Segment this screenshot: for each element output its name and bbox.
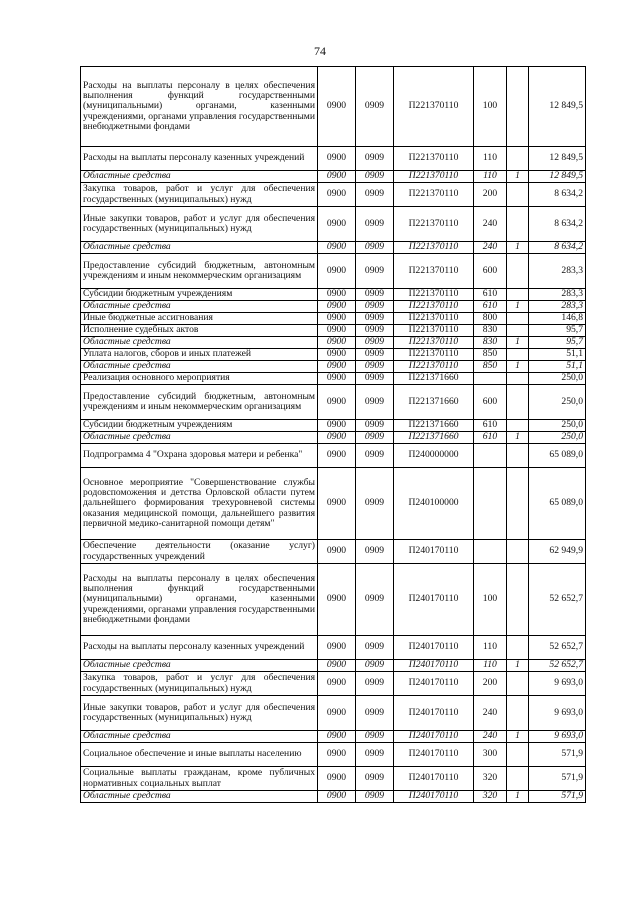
funding-source-code <box>507 349 529 361</box>
amount: 95,7 <box>529 325 586 337</box>
table-row <box>81 207 586 242</box>
row-name: Областные средства <box>81 301 318 313</box>
ministry-code: 0900 <box>318 183 356 207</box>
table-row <box>81 731 586 743</box>
expense-type-code: 610 <box>474 289 507 301</box>
expense-type-code: 110 <box>474 147 507 171</box>
table-row <box>81 349 586 361</box>
funding-source-code <box>507 67 529 147</box>
funding-source-code: 1 <box>507 791 529 803</box>
section-code: 0909 <box>356 147 394 171</box>
amount: 250,0 <box>529 432 586 444</box>
amount: 250,0 <box>529 385 586 420</box>
table-row <box>81 385 586 420</box>
expense-type-code: 800 <box>474 313 507 325</box>
row-name: Социальное обеспечение и иные выплаты населению <box>81 743 318 767</box>
table-row <box>81 171 586 183</box>
table-row <box>81 791 586 803</box>
ministry-code: 0900 <box>318 147 356 171</box>
ministry-code: 0900 <box>318 349 356 361</box>
expense-type-code: 320 <box>474 791 507 803</box>
target-article-code: П221370110 <box>394 337 474 349</box>
expense-type-code: 110 <box>474 636 507 660</box>
target-article-code: П240170110 <box>394 791 474 803</box>
funding-source-code: 1 <box>507 171 529 183</box>
row-name: Субсидии бюджетным учреждениям <box>81 420 318 432</box>
row-name: Основное мероприятие "Совершенствование службы родовспоможения и детства Орловской области путем дальнейшего формирования трехуровневой системы оказания медицинской помощи, дальнейшего развития первичной медико-санитарной помощи детям" <box>81 468 318 540</box>
ministry-code: 0900 <box>318 743 356 767</box>
ministry-code: 0900 <box>318 325 356 337</box>
ministry-code: 0900 <box>318 385 356 420</box>
expense-type-code: 240 <box>474 207 507 242</box>
row-name: Расходы на выплаты персоналу в целях обеспечения выполнения функций государственными (муниципальными) органами, казенными учреждениями, органами управления государственными внебюджетными фондами <box>81 564 318 636</box>
expense-type-code: 240 <box>474 242 507 254</box>
section-code: 0909 <box>356 301 394 313</box>
target-article-code: П240170110 <box>394 636 474 660</box>
amount: 571,9 <box>529 743 586 767</box>
ministry-code: 0900 <box>318 564 356 636</box>
section-code: 0909 <box>356 385 394 420</box>
amount: 12 849,5 <box>529 171 586 183</box>
section-code: 0909 <box>356 767 394 791</box>
amount: 52 652,7 <box>529 564 586 636</box>
row-name: Предоставление субсидий бюджетным, автономным учреждениям и иным некоммерческим организациям <box>81 385 318 420</box>
funding-source-code <box>507 636 529 660</box>
table-row <box>81 301 586 313</box>
funding-source-code: 1 <box>507 337 529 349</box>
row-name: Областные средства <box>81 731 318 743</box>
row-name: Расходы на выплаты персоналу казенных учреждений <box>81 147 318 171</box>
section-code: 0909 <box>356 444 394 468</box>
expense-type-code: 110 <box>474 660 507 672</box>
table-row <box>81 444 586 468</box>
table-row <box>81 373 586 385</box>
expense-type-code: 600 <box>474 385 507 420</box>
amount: 8 634,2 <box>529 183 586 207</box>
amount: 8 634,2 <box>529 242 586 254</box>
row-name: Социальные выплаты гражданам, кроме публичных нормативных социальных выплат <box>81 767 318 791</box>
ministry-code: 0900 <box>318 337 356 349</box>
funding-source-code <box>507 147 529 171</box>
target-article-code: П221370110 <box>394 171 474 183</box>
amount: 283,3 <box>529 301 586 313</box>
table-row <box>81 242 586 254</box>
table-row <box>81 147 586 171</box>
section-code: 0909 <box>356 207 394 242</box>
funding-source-code <box>507 420 529 432</box>
ministry-code: 0900 <box>318 242 356 254</box>
target-article-code: П221371660 <box>394 373 474 385</box>
section-code: 0909 <box>356 373 394 385</box>
row-name: Уплата налогов, сборов и иных платежей <box>81 349 318 361</box>
row-name: Областные средства <box>81 791 318 803</box>
ministry-code: 0900 <box>318 636 356 660</box>
funding-source-code <box>507 767 529 791</box>
ministry-code: 0900 <box>318 444 356 468</box>
amount: 9 693,0 <box>529 696 586 731</box>
expense-type-code: 610 <box>474 301 507 313</box>
ministry-code: 0900 <box>318 432 356 444</box>
amount: 250,0 <box>529 420 586 432</box>
target-article-code: П221370110 <box>394 313 474 325</box>
target-article-code: П240170110 <box>394 672 474 696</box>
section-code: 0909 <box>356 349 394 361</box>
table-row <box>81 468 586 540</box>
target-article-code: П221370110 <box>394 289 474 301</box>
expense-type-code: 610 <box>474 420 507 432</box>
section-code: 0909 <box>356 731 394 743</box>
funding-source-code <box>507 373 529 385</box>
expense-type-code <box>474 540 507 564</box>
target-article-code: П240170110 <box>394 767 474 791</box>
amount: 12 849,5 <box>529 147 586 171</box>
ministry-code: 0900 <box>318 791 356 803</box>
section-code: 0909 <box>356 540 394 564</box>
funding-source-code <box>507 468 529 540</box>
target-article-code: П221370110 <box>394 361 474 373</box>
section-code: 0909 <box>356 660 394 672</box>
table-row <box>81 313 586 325</box>
row-name: Закупка товаров, работ и услуг для обеспечения государственных (муниципальных) нужд <box>81 183 318 207</box>
ministry-code: 0900 <box>318 731 356 743</box>
funding-source-code: 1 <box>507 432 529 444</box>
table-row <box>81 325 586 337</box>
row-name: Областные средства <box>81 660 318 672</box>
ministry-code: 0900 <box>318 672 356 696</box>
funding-source-code <box>507 672 529 696</box>
ministry-code: 0900 <box>318 313 356 325</box>
target-article-code: П221370110 <box>394 242 474 254</box>
ministry-code: 0900 <box>318 254 356 289</box>
target-article-code: П221370110 <box>394 254 474 289</box>
expense-type-code <box>474 373 507 385</box>
table-row <box>81 420 586 432</box>
expense-type-code: 240 <box>474 696 507 731</box>
expense-type-code: 600 <box>474 254 507 289</box>
section-code: 0909 <box>356 743 394 767</box>
amount: 65 089,0 <box>529 468 586 540</box>
section-code: 0909 <box>356 67 394 147</box>
table-row <box>81 361 586 373</box>
budget-table <box>80 66 586 803</box>
section-code: 0909 <box>356 791 394 803</box>
section-code: 0909 <box>356 564 394 636</box>
expense-type-code: 300 <box>474 743 507 767</box>
row-name: Реализация основного мероприятия <box>81 373 318 385</box>
target-article-code: П221370110 <box>394 349 474 361</box>
funding-source-code <box>507 444 529 468</box>
expense-type-code: 830 <box>474 337 507 349</box>
ministry-code: 0900 <box>318 361 356 373</box>
row-name: Расходы на выплаты персоналу в целях обеспечения выполнения функций государственными (муниципальными) органами, казенными учреждениями, органами управления государственными внебюджетными фондами <box>81 67 318 147</box>
target-article-code: П240170110 <box>394 743 474 767</box>
amount: 571,9 <box>529 767 586 791</box>
target-article-code: П221371660 <box>394 432 474 444</box>
amount: 52 652,7 <box>529 660 586 672</box>
table-row <box>81 337 586 349</box>
section-code: 0909 <box>356 171 394 183</box>
funding-source-code <box>507 540 529 564</box>
expense-type-code: 850 <box>474 349 507 361</box>
amount: 62 949,9 <box>529 540 586 564</box>
expense-type-code: 200 <box>474 672 507 696</box>
expense-type-code: 830 <box>474 325 507 337</box>
target-article-code: П240170110 <box>394 564 474 636</box>
funding-source-code <box>507 313 529 325</box>
section-code: 0909 <box>356 325 394 337</box>
ministry-code: 0900 <box>318 171 356 183</box>
row-name: Областные средства <box>81 361 318 373</box>
expense-type-code: 850 <box>474 361 507 373</box>
ministry-code: 0900 <box>318 301 356 313</box>
table-row <box>81 254 586 289</box>
expense-type-code <box>474 444 507 468</box>
target-article-code: П240100000 <box>394 468 474 540</box>
target-article-code: П240170110 <box>394 696 474 731</box>
section-code: 0909 <box>356 696 394 731</box>
row-name: Расходы на выплаты персоналу казенных учреждений <box>81 636 318 660</box>
target-article-code: П221371660 <box>394 385 474 420</box>
funding-source-code <box>507 743 529 767</box>
target-article-code: П240170110 <box>394 540 474 564</box>
section-code: 0909 <box>356 468 394 540</box>
expense-type-code: 100 <box>474 564 507 636</box>
expense-type-code <box>474 468 507 540</box>
section-code: 0909 <box>356 337 394 349</box>
table-row <box>81 67 586 147</box>
amount: 65 089,0 <box>529 444 586 468</box>
table-row <box>81 636 586 660</box>
row-name: Подпрограмма 4 "Охрана здоровья матери и ребенка" <box>81 444 318 468</box>
table-row <box>81 660 586 672</box>
target-article-code: П221370110 <box>394 207 474 242</box>
section-code: 0909 <box>356 361 394 373</box>
ministry-code: 0900 <box>318 540 356 564</box>
funding-source-code <box>507 289 529 301</box>
target-article-code: П221370110 <box>394 301 474 313</box>
amount: 283,3 <box>529 289 586 301</box>
section-code: 0909 <box>356 254 394 289</box>
target-article-code: П221370110 <box>394 325 474 337</box>
row-name: Иные бюджетные ассигнования <box>81 313 318 325</box>
table-row <box>81 743 586 767</box>
expense-type-code: 320 <box>474 767 507 791</box>
amount: 12 849,5 <box>529 67 586 147</box>
target-article-code: П221370110 <box>394 147 474 171</box>
row-name: Областные средства <box>81 337 318 349</box>
funding-source-code <box>507 183 529 207</box>
section-code: 0909 <box>356 242 394 254</box>
ministry-code: 0900 <box>318 420 356 432</box>
ministry-code: 0900 <box>318 373 356 385</box>
row-name: Областные средства <box>81 242 318 254</box>
funding-source-code: 1 <box>507 301 529 313</box>
row-name: Исполнение судебных актов <box>81 325 318 337</box>
row-name: Иные закупки товаров, работ и услуг для обеспечения государственных (муниципальных) нужд <box>81 207 318 242</box>
row-name: Иные закупки товаров, работ и услуг для обеспечения государственных (муниципальных) нужд <box>81 696 318 731</box>
target-article-code: П240170110 <box>394 660 474 672</box>
amount: 51,1 <box>529 361 586 373</box>
target-article-code: П221371660 <box>394 420 474 432</box>
row-name: Областные средства <box>81 432 318 444</box>
amount: 250,0 <box>529 373 586 385</box>
row-name: Обеспечение деятельности (оказание услуг) государственных учреждений <box>81 540 318 564</box>
expense-type-code: 610 <box>474 432 507 444</box>
ministry-code: 0900 <box>318 468 356 540</box>
funding-source-code <box>507 207 529 242</box>
row-name: Предоставление субсидий бюджетным, автономным учреждениям и иным некоммерческим организациям <box>81 254 318 289</box>
amount: 283,3 <box>529 254 586 289</box>
funding-source-code <box>507 564 529 636</box>
funding-source-code <box>507 325 529 337</box>
amount: 9 693,0 <box>529 672 586 696</box>
table-row <box>81 289 586 301</box>
ministry-code: 0900 <box>318 696 356 731</box>
funding-source-code: 1 <box>507 731 529 743</box>
page-number: 74 <box>314 44 326 58</box>
table-row <box>81 432 586 444</box>
table-row <box>81 564 586 636</box>
amount: 52 652,7 <box>529 636 586 660</box>
table-row <box>81 696 586 731</box>
table-row <box>81 767 586 791</box>
expense-type-code: 200 <box>474 183 507 207</box>
section-code: 0909 <box>356 420 394 432</box>
section-code: 0909 <box>356 672 394 696</box>
funding-source-code <box>507 254 529 289</box>
section-code: 0909 <box>356 183 394 207</box>
ministry-code: 0900 <box>318 767 356 791</box>
table-row <box>81 183 586 207</box>
amount: 146,8 <box>529 313 586 325</box>
funding-source-code: 1 <box>507 361 529 373</box>
target-article-code: П240000000 <box>394 444 474 468</box>
amount: 571,9 <box>529 791 586 803</box>
row-name: Субсидии бюджетным учреждениям <box>81 289 318 301</box>
target-article-code: П221370110 <box>394 183 474 207</box>
section-code: 0909 <box>356 289 394 301</box>
funding-source-code: 1 <box>507 242 529 254</box>
amount: 51,1 <box>529 349 586 361</box>
amount: 95,7 <box>529 337 586 349</box>
target-article-code: П240170110 <box>394 731 474 743</box>
funding-source-code <box>507 385 529 420</box>
funding-source-code <box>507 696 529 731</box>
amount: 8 634,2 <box>529 207 586 242</box>
row-name: Областные средства <box>81 171 318 183</box>
section-code: 0909 <box>356 313 394 325</box>
table-row <box>81 672 586 696</box>
target-article-code: П221370110 <box>394 67 474 147</box>
ministry-code: 0900 <box>318 67 356 147</box>
amount: 9 693,0 <box>529 731 586 743</box>
ministry-code: 0900 <box>318 660 356 672</box>
section-code: 0909 <box>356 432 394 444</box>
ministry-code: 0900 <box>318 207 356 242</box>
ministry-code: 0900 <box>318 289 356 301</box>
table-row <box>81 540 586 564</box>
expense-type-code: 110 <box>474 171 507 183</box>
section-code: 0909 <box>356 636 394 660</box>
expense-type-code: 100 <box>474 67 507 147</box>
funding-source-code: 1 <box>507 660 529 672</box>
row-name: Закупка товаров, работ и услуг для обеспечения государственных (муниципальных) нужд <box>81 672 318 696</box>
expense-type-code: 240 <box>474 731 507 743</box>
